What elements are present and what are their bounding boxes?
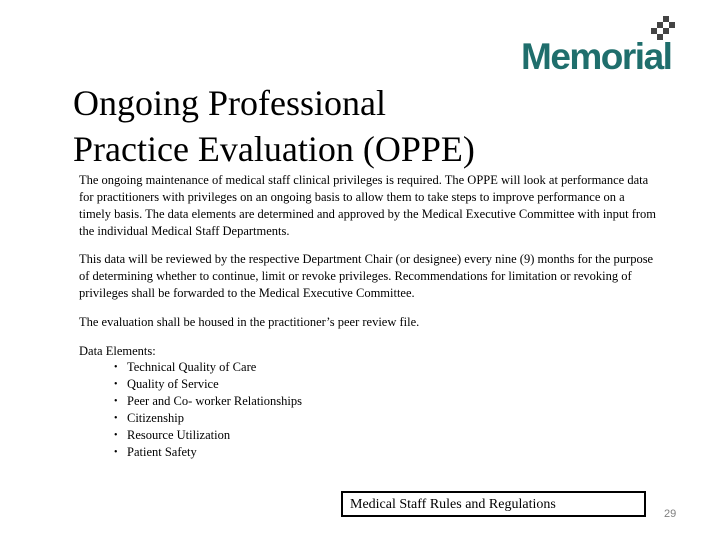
slide-title (73, 80, 593, 172)
memorial-logo (521, 14, 691, 76)
list-item: • Quality of Service (114, 376, 302, 393)
list-item: • Resource Utilization (114, 427, 302, 444)
title-line-1: Ongoing Professional (73, 83, 386, 123)
data-elements-list (114, 359, 302, 461)
logo-wordmark: Memorial (521, 36, 672, 77)
paragraph-review: This data will be reviewed by the respective Department Chair (or designee) every nine (9) months for the purpose of determining whether to continue, limit or revoke privileges. Recommendations for limitation or revoking of privileges shall be forwarded to the Medical Executive Committee. (79, 252, 654, 300)
list-item: • Citizenship (114, 410, 302, 427)
paragraph-maintenance: The ongoing maintenance of medical staff clinical privileges is required. The OPPE will look at performance data for practitioners with privileges on an ongoing basis to allow them to take steps to improve performance on a timely basis. The data elements are determined and approved by the Medical Executive Committee with input from the individual Medical Staff Departments. (79, 173, 657, 238)
list-item: • Patient Safety (114, 444, 302, 461)
page-number: 29 (664, 508, 677, 520)
list-item: • Peer and Co- worker Relationships (114, 393, 302, 410)
paragraph-evaluation: The evaluation shall be housed in the practitioner’s peer review file. (79, 315, 420, 329)
data-elements-label: Data Elements: (79, 344, 156, 358)
footer-source-box: Medical Staff Rules and Regulations (341, 491, 646, 517)
title-line-2: Practice Evaluation (OPPE) (73, 129, 475, 169)
list-item: • Technical Quality of Care (114, 359, 302, 376)
